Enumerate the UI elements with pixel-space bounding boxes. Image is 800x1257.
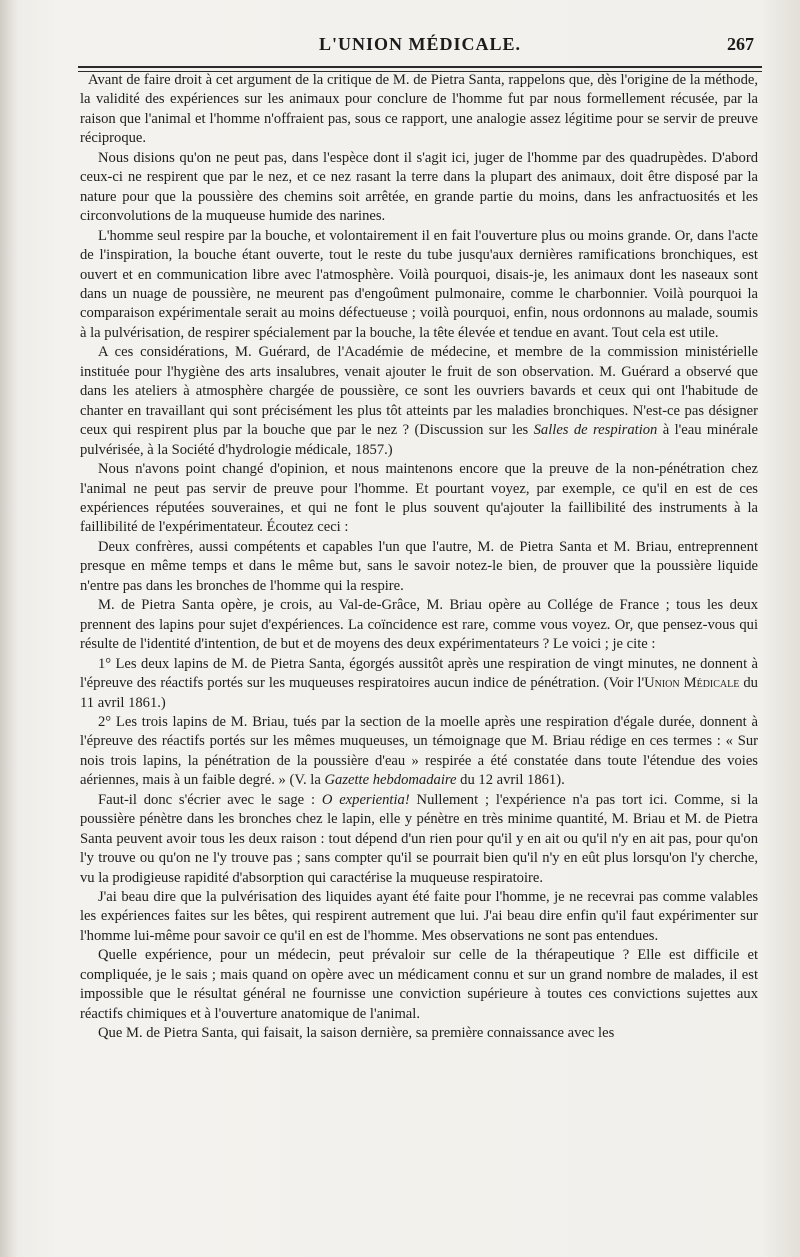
text-run: Que M. de Pietra Santa, qui faisait, la saison dernière, sa première connaissance avec les (98, 1025, 615, 1042)
text-run: Nous disions qu'on ne peut pas, dans l'espèce dont il s'agit ici, juger de l'homme par des quadrupèdes. D'abord ceux-ci ne respirent que par le nez, et ce nez rasant la terre dans la plupart des animaux, doit être disposé par la nature pour que la poussière des chemins soit arrêtée, en grande partie du moins, dans les anfractuosités et les circonvolutions de la muqueuse humide des narines. (80, 149, 758, 225)
text-run: Nous n'avons point changé d'opinion, et nous maintenons encore que la preuve de la non-pénétration chez l'animal ne peut pas servir de preuve pour l'homme. Et pourtant voyez, par exemple, ce qu'il en est de ces expériences réputées souveraines, et qui ne font le plus souvent qu'ajouter la faillibilité des instruments à la faillibilité de l'expérimentateur. Écoutez ceci : (80, 461, 758, 536)
text-run: Quelle expérience, pour un médecin, peut prévaloir sur celle de la thérapeutique ? Elle est difficile et compliquée, je le sais ; mais quand on opère avec un médicament connu et sur un grand nombre de malades, il est impossible que le résultat général ne fournisse une conviction supérieure à toutes ces convictions sujettes aux réactifs chimiques et à l'ouverture anatomique de l'animal. (80, 947, 758, 1022)
paragraph (80, 946, 758, 1024)
page-number: 267 (727, 34, 754, 54)
paragraph (80, 1024, 758, 1043)
paragraph (80, 538, 758, 596)
paragraph (80, 713, 758, 791)
text-run: Deux confrères, aussi compétents et capables l'un que l'autre, M. de Pietra Santa et M. Briau, entreprennent presque en même temps et dans le même but, sans le savoir notez-le bien, de prouver que la poussière liquide n'entre pas dans les bronches de l'homme qui la respire. (80, 538, 758, 594)
text-run: 2° Les trois lapins de M. Briau, tués par la section de la moelle après une respiration d'égale durée, donnent à l'épreuve des réactifs portés sur les mêmes muqueuses, un témoignage que M. Briau rédige en ces termes : « Sur nois trois lapins, la pénétration de la poussière d'eau » respirée a été constatée dans toute l'étendue des voies aériennes, mais à un faible degré. » (V. la (80, 713, 758, 789)
paragraph (80, 596, 758, 654)
text-run: J'ai beau dire que la pulvérisation des liquides ayant été faite pour l'homme, je ne recevrai pas comme valables les expériences faites sur les bêtes, qui respirent autrement que lui. J'ai beau dire enfin qu'il faut expérimenter sur l'homme lui-même pour savoir ce qu'il en est de l'homme. Mes observations ne sont pas entendues. (80, 889, 758, 944)
text-run: L'homme seul respire par la bouche, et volontairement il en fait l'ouverture plus ou moins grande. Or, dans l'acte de l'inspiration, la bouche étant ouverte, tout le reste du tube jusqu'aux dernières ramifications bronchiques, est ouvert et en communication libre avec l'atmosphère. Voilà pourquoi, disais-je, les animaux dont les naseaux sont dans un nuage de poussière, ne meurent pas d'engoûment pulmonaire, comme le charbonnier. Voilà pourquoi la comparaison expérimentale serait au moins défectueuse ; voilà pourquoi, enfin, nous ordonnons au malade, soumis à la pulvérisation, de respirer spécialement par la bouche, la tête élevée et tendue en avant. Tout cela est utile. (80, 227, 758, 341)
article-body (80, 71, 758, 1044)
text-run: du 12 avril 1861). (456, 772, 565, 789)
paragraph (80, 791, 758, 888)
text-run: Faut-il donc s'écrier avec le sage : (98, 791, 322, 808)
italic-title: Gazette hebdomadaire (324, 772, 457, 789)
text-run: Nullement ; l'expérience n'a pas tort ici. Comme, si la poussière pénètre dans les bronches chez le lapin, elle y pénètre en très minime quantité, M. Briau et M. de Pietra Santa peuvent avoir tous les deux raison : tout dépend d'un rien pour qu'il y en ait ou qu'il n'y en ait pas, pour qu'on l'y trouve ou qu'on ne l'y trouve pas ; sans compter qu'il se pourrait bien qu'il n'y en eût plus lorsqu'on l'y cherche, vu la prodigieuse rapidité d'absorption qui caractérise la muqueuse respiratoire. (80, 791, 758, 886)
journal-name: Union Médicale (644, 675, 740, 692)
italic-title: O experientia! (321, 791, 410, 808)
text-run: A ces considérations, M. Guérard, de l'Académie de médecine, et membre de la commission ministérielle instituée pour l'hygiène des arts insalubres, venait ajouter le fruit de son observation. M. Guérard a observé que dans les ateliers à atmosphère chargée de poussière, ce sont les ouvriers bavards et ceux qui ont l'habitude de chanter en travaillant qui sont précisément les plus tôt atteints par les maladies bronchiques. N'est-ce pas désigner ceux qui respirent plus par la bouche que par le nez ? (Discussion sur les (80, 344, 758, 439)
text-run: 1° Les deux lapins de M. de Pietra Santa, égorgés aussitôt après une respiration de vingt minutes, ne donnent à l'épreuve des réactifs portés sur les muqueuses respiratoires aucun indice de pénétration. (Voir l' (80, 655, 758, 692)
text-run: à l'eau minérale pulvérisée, à la Société d'hydrologie médicale, 1857.) (80, 422, 758, 458)
paragraph (80, 227, 758, 344)
page-header (80, 30, 760, 60)
paragraph (80, 888, 758, 946)
running-head: L'UNION MÉDICALE. (318, 34, 522, 54)
text-run: M. de Pietra Santa opère, je crois, au Val-de-Grâce, M. Briau opère au Collége de France ; tous les deux prennent des lapins pour sujet d'expériences. La coïncidence est rare, comme vous voyez. Or, que pensez-vous qui résulte de l'identité d'intention, de but et de moyens des deux expérimentateurs ? Le voici ; je cite : (80, 597, 758, 653)
paragraph (80, 71, 758, 149)
text-run: du 11 avril 1861.) (80, 675, 758, 711)
paragraph (80, 343, 758, 460)
paragraph (80, 655, 758, 713)
italic-title: Salles de respiration (533, 422, 658, 439)
text-run: Avant de faire droit à cet argument de la critique de M. de Pietra Santa, rappelons que, dès l'origine de la méthode, la validité des expériences sur les animaux pour conclure de l'homme fut par nous formellement récusée, par la raison que l'animal et l'homme n'offraient pas, sous ce rapport, une analogie assez légitime pour se servir de preuve réciproque. (80, 72, 758, 147)
paragraph (80, 460, 758, 538)
paragraph (80, 149, 758, 227)
